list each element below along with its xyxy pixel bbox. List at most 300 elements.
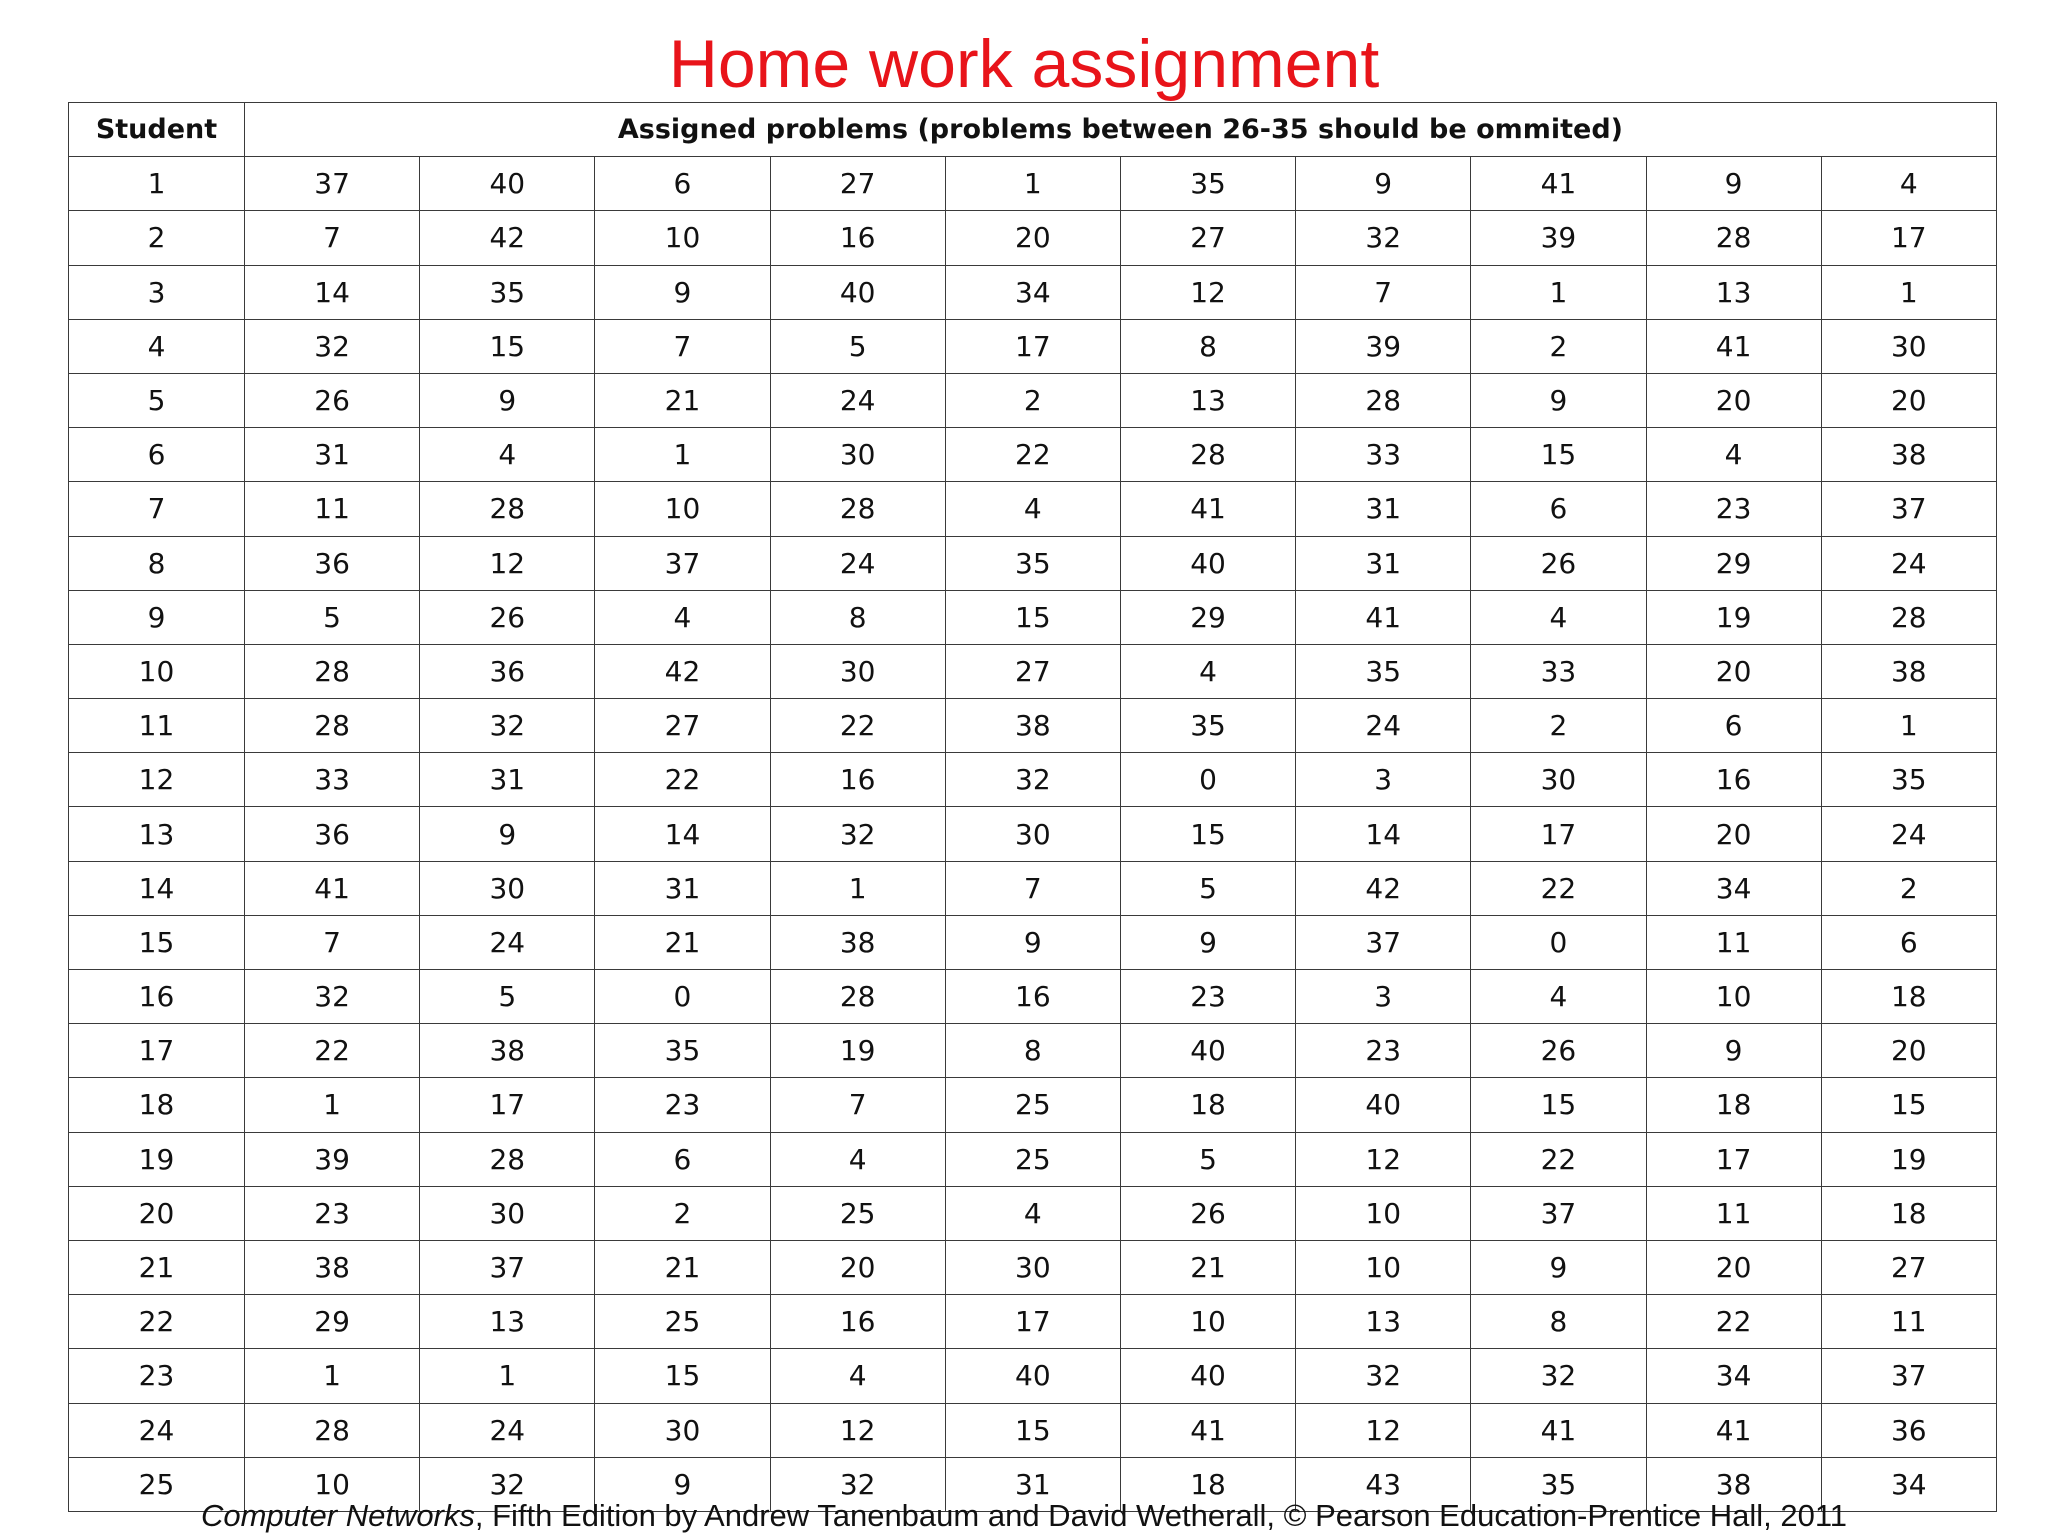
problem-number-cell: 8 — [770, 590, 945, 644]
problem-number-cell: 22 — [1471, 861, 1646, 915]
problem-number-cell: 27 — [945, 644, 1120, 698]
problem-number-cell: 7 — [245, 915, 420, 969]
problem-number-cell: 4 — [1646, 428, 1821, 482]
table-row — [69, 970, 1997, 1024]
problem-number-cell: 28 — [245, 1403, 420, 1457]
table-row — [69, 482, 1997, 536]
problem-number-cell: 14 — [245, 265, 420, 319]
problem-number-cell: 35 — [945, 536, 1120, 590]
problem-number-cell: 18 — [1120, 1457, 1295, 1511]
table-row — [69, 807, 1997, 861]
problem-number-cell: 29 — [1646, 536, 1821, 590]
problem-number-cell: 20 — [1646, 644, 1821, 698]
problem-number-cell: 12 — [420, 536, 595, 590]
problem-number-cell: 28 — [1821, 590, 1996, 644]
problem-number-cell: 10 — [1120, 1295, 1295, 1349]
problem-number-cell: 38 — [1821, 428, 1996, 482]
problem-number-cell: 17 — [945, 1295, 1120, 1349]
problem-number-cell: 20 — [1646, 373, 1821, 427]
problem-number-cell: 35 — [1120, 699, 1295, 753]
problem-number-cell: 26 — [245, 373, 420, 427]
problem-number-cell: 6 — [1821, 915, 1996, 969]
problem-number-cell: 22 — [945, 428, 1120, 482]
problem-number-cell: 33 — [1296, 428, 1471, 482]
problem-number-cell: 28 — [1120, 428, 1295, 482]
table-row — [69, 699, 1997, 753]
table-row — [69, 1295, 1997, 1349]
problem-number-cell: 36 — [245, 536, 420, 590]
problem-number-cell: 4 — [1120, 644, 1295, 698]
problem-number-cell: 40 — [1120, 1024, 1295, 1078]
problem-number-cell: 9 — [945, 915, 1120, 969]
problem-number-cell: 27 — [595, 699, 770, 753]
problem-number-cell: 32 — [770, 807, 945, 861]
assigned-problems-header: Assigned problems (problems between 26-35 should be ommited) — [245, 103, 1997, 157]
assignment-table — [68, 102, 1997, 1512]
problem-number-cell: 2 — [595, 1186, 770, 1240]
problem-number-cell: 30 — [1821, 319, 1996, 373]
student-number-cell: 6 — [69, 428, 245, 482]
problem-number-cell: 38 — [770, 915, 945, 969]
problem-number-cell: 17 — [420, 1078, 595, 1132]
student-number-cell: 9 — [69, 590, 245, 644]
problem-number-cell: 4 — [770, 1132, 945, 1186]
problem-number-cell: 10 — [1296, 1186, 1471, 1240]
problem-number-cell: 16 — [770, 753, 945, 807]
problem-number-cell: 15 — [1821, 1078, 1996, 1132]
problem-number-cell: 30 — [1471, 753, 1646, 807]
problem-number-cell: 29 — [1120, 590, 1295, 644]
student-number-cell: 15 — [69, 915, 245, 969]
table-row — [69, 1186, 1997, 1240]
problem-number-cell: 39 — [1296, 319, 1471, 373]
student-number-cell: 12 — [69, 753, 245, 807]
problem-number-cell: 28 — [245, 699, 420, 753]
table-row — [69, 1132, 1997, 1186]
student-number-cell: 11 — [69, 699, 245, 753]
problem-number-cell: 31 — [1296, 482, 1471, 536]
problem-number-cell: 1 — [1821, 699, 1996, 753]
problem-number-cell: 39 — [1471, 211, 1646, 265]
table-row — [69, 915, 1997, 969]
problem-number-cell: 39 — [245, 1132, 420, 1186]
problem-number-cell: 15 — [945, 1403, 1120, 1457]
problem-number-cell: 2 — [945, 373, 1120, 427]
student-number-cell: 14 — [69, 861, 245, 915]
problem-number-cell: 33 — [1471, 644, 1646, 698]
problem-number-cell: 42 — [1296, 861, 1471, 915]
table-row — [69, 428, 1997, 482]
problem-number-cell: 26 — [420, 590, 595, 644]
problem-number-cell: 27 — [1120, 211, 1295, 265]
student-number-cell: 19 — [69, 1132, 245, 1186]
problem-number-cell: 7 — [1296, 265, 1471, 319]
problem-number-cell: 18 — [1646, 1078, 1821, 1132]
student-number-cell: 2 — [69, 211, 245, 265]
problem-number-cell: 2 — [1471, 699, 1646, 753]
problem-number-cell: 25 — [945, 1132, 1120, 1186]
problem-number-cell: 35 — [1471, 1457, 1646, 1511]
problem-number-cell: 37 — [1821, 482, 1996, 536]
table-row — [69, 1349, 1997, 1403]
problem-number-cell: 22 — [595, 753, 770, 807]
problem-number-cell: 34 — [945, 265, 1120, 319]
problem-number-cell: 9 — [1646, 1024, 1821, 1078]
problem-number-cell: 40 — [1120, 1349, 1295, 1403]
citation-rest: , Fifth Edition by Andrew Tanenbaum and David Wetherall, © Pearson Education-Prentice Hall, 2011 — [474, 1498, 1848, 1533]
problem-number-cell: 30 — [770, 428, 945, 482]
problem-number-cell: 1 — [945, 157, 1120, 211]
problem-number-cell: 35 — [420, 265, 595, 319]
problem-number-cell: 31 — [945, 1457, 1120, 1511]
problem-number-cell: 13 — [1120, 373, 1295, 427]
table-row — [69, 1403, 1997, 1457]
problem-number-cell: 20 — [1646, 1240, 1821, 1294]
problem-number-cell: 9 — [1646, 157, 1821, 211]
problem-number-cell: 5 — [1120, 1132, 1295, 1186]
header-row — [69, 103, 1997, 157]
problem-number-cell: 28 — [770, 482, 945, 536]
student-number-cell: 18 — [69, 1078, 245, 1132]
problem-number-cell: 35 — [1120, 157, 1295, 211]
problem-number-cell: 28 — [420, 1132, 595, 1186]
problem-number-cell: 34 — [1646, 1349, 1821, 1403]
problem-number-cell: 1 — [1821, 265, 1996, 319]
problem-number-cell: 0 — [595, 970, 770, 1024]
problem-number-cell: 20 — [1821, 373, 1996, 427]
problem-number-cell: 35 — [595, 1024, 770, 1078]
problem-number-cell: 21 — [595, 1240, 770, 1294]
problem-number-cell: 2 — [1471, 319, 1646, 373]
problem-number-cell: 24 — [1821, 536, 1996, 590]
problem-number-cell: 7 — [595, 319, 770, 373]
problem-number-cell: 11 — [1821, 1295, 1996, 1349]
problem-number-cell: 11 — [245, 482, 420, 536]
problem-number-cell: 10 — [595, 211, 770, 265]
problem-number-cell: 40 — [1120, 536, 1295, 590]
problem-number-cell: 17 — [1646, 1132, 1821, 1186]
problem-number-cell: 37 — [245, 157, 420, 211]
student-number-cell: 16 — [69, 970, 245, 1024]
problem-number-cell: 0 — [1120, 753, 1295, 807]
table-row — [69, 373, 1997, 427]
problem-number-cell: 28 — [1646, 211, 1821, 265]
problem-number-cell: 32 — [1471, 1349, 1646, 1403]
table-row — [69, 265, 1997, 319]
problem-number-cell: 33 — [245, 753, 420, 807]
student-number-cell: 25 — [69, 1457, 245, 1511]
table-row — [69, 1240, 1997, 1294]
problem-number-cell: 13 — [1296, 1295, 1471, 1349]
problem-number-cell: 26 — [1120, 1186, 1295, 1240]
table-row — [69, 1078, 1997, 1132]
student-number-cell: 17 — [69, 1024, 245, 1078]
page-title: Home work assignment — [668, 26, 1380, 102]
problem-number-cell: 1 — [245, 1078, 420, 1132]
table-row — [69, 157, 1997, 211]
problem-number-cell: 22 — [1471, 1132, 1646, 1186]
table-row — [69, 211, 1997, 265]
problem-number-cell: 18 — [1120, 1078, 1295, 1132]
problem-number-cell: 10 — [1296, 1240, 1471, 1294]
problem-number-cell: 2 — [1821, 861, 1996, 915]
student-number-cell: 23 — [69, 1349, 245, 1403]
problem-number-cell: 11 — [1646, 1186, 1821, 1240]
table-row — [69, 1024, 1997, 1078]
problem-number-cell: 3 — [1296, 970, 1471, 1024]
problem-number-cell: 37 — [1296, 915, 1471, 969]
problem-number-cell: 26 — [1471, 1024, 1646, 1078]
problem-number-cell: 38 — [945, 699, 1120, 753]
problem-number-cell: 30 — [945, 1240, 1120, 1294]
problem-number-cell: 34 — [1646, 861, 1821, 915]
student-number-cell: 8 — [69, 536, 245, 590]
problem-number-cell: 15 — [1471, 1078, 1646, 1132]
problem-number-cell: 4 — [595, 590, 770, 644]
student-number-cell: 7 — [69, 482, 245, 536]
problem-number-cell: 9 — [1471, 1240, 1646, 1294]
problem-number-cell: 6 — [1471, 482, 1646, 536]
problem-number-cell: 23 — [1296, 1024, 1471, 1078]
problem-number-cell: 9 — [420, 807, 595, 861]
problem-number-cell: 10 — [1646, 970, 1821, 1024]
problem-number-cell: 1 — [1471, 265, 1646, 319]
problem-number-cell: 20 — [1821, 1024, 1996, 1078]
problem-number-cell: 19 — [1646, 590, 1821, 644]
problem-number-cell: 41 — [1120, 1403, 1295, 1457]
problem-number-cell: 37 — [1471, 1186, 1646, 1240]
problem-number-cell: 32 — [245, 319, 420, 373]
problem-number-cell: 37 — [1821, 1349, 1996, 1403]
problem-number-cell: 12 — [770, 1403, 945, 1457]
problem-number-cell: 6 — [595, 157, 770, 211]
problem-number-cell: 31 — [420, 753, 595, 807]
problem-number-cell: 24 — [420, 915, 595, 969]
problem-number-cell: 27 — [1821, 1240, 1996, 1294]
problem-number-cell: 15 — [420, 319, 595, 373]
problem-number-cell: 32 — [1296, 1349, 1471, 1403]
problem-number-cell: 14 — [595, 807, 770, 861]
problem-number-cell: 18 — [1821, 1186, 1996, 1240]
table-row — [69, 536, 1997, 590]
problem-number-cell: 4 — [1471, 590, 1646, 644]
table-body — [69, 157, 1997, 1512]
student-number-cell: 3 — [69, 265, 245, 319]
problem-number-cell: 23 — [245, 1186, 420, 1240]
student-number-cell: 13 — [69, 807, 245, 861]
problem-number-cell: 30 — [420, 1186, 595, 1240]
problem-number-cell: 24 — [1296, 699, 1471, 753]
problem-number-cell: 28 — [770, 970, 945, 1024]
problem-number-cell: 17 — [1821, 211, 1996, 265]
problem-number-cell: 8 — [1471, 1295, 1646, 1349]
student-number-cell: 10 — [69, 644, 245, 698]
problem-number-cell: 30 — [595, 1403, 770, 1457]
problem-number-cell: 4 — [1821, 157, 1996, 211]
problem-number-cell: 41 — [1471, 157, 1646, 211]
problem-number-cell: 20 — [770, 1240, 945, 1294]
book-title: Computer Networks — [200, 1498, 475, 1533]
problem-number-cell: 1 — [420, 1349, 595, 1403]
problem-number-cell: 4 — [770, 1349, 945, 1403]
problem-number-cell: 9 — [595, 265, 770, 319]
problem-number-cell: 24 — [770, 373, 945, 427]
problem-number-cell: 9 — [1296, 157, 1471, 211]
problem-number-cell: 8 — [1120, 319, 1295, 373]
table-row — [69, 644, 1997, 698]
problem-number-cell: 1 — [245, 1349, 420, 1403]
problem-number-cell: 17 — [945, 319, 1120, 373]
problem-number-cell: 10 — [595, 482, 770, 536]
table-row — [69, 590, 1997, 644]
problem-number-cell: 41 — [1120, 482, 1295, 536]
problem-number-cell: 24 — [1821, 807, 1996, 861]
problem-number-cell: 32 — [420, 1457, 595, 1511]
problem-number-cell: 6 — [1646, 699, 1821, 753]
problem-number-cell: 30 — [945, 807, 1120, 861]
problem-number-cell: 40 — [945, 1349, 1120, 1403]
problem-number-cell: 18 — [1821, 970, 1996, 1024]
problem-number-cell: 38 — [1646, 1457, 1821, 1511]
problem-number-cell: 1 — [595, 428, 770, 482]
problem-number-cell: 7 — [770, 1078, 945, 1132]
problem-number-cell: 22 — [1646, 1295, 1821, 1349]
problem-number-cell: 21 — [1120, 1240, 1295, 1294]
problem-number-cell: 15 — [595, 1349, 770, 1403]
problem-number-cell: 40 — [770, 265, 945, 319]
problem-number-cell: 15 — [1120, 807, 1295, 861]
problem-number-cell: 12 — [1296, 1403, 1471, 1457]
problem-number-cell: 36 — [1821, 1403, 1996, 1457]
problem-number-cell: 32 — [1296, 211, 1471, 265]
problem-number-cell: 38 — [1821, 644, 1996, 698]
problem-number-cell: 40 — [420, 157, 595, 211]
problem-number-cell: 37 — [420, 1240, 595, 1294]
table-row — [69, 753, 1997, 807]
problem-number-cell: 4 — [945, 1186, 1120, 1240]
problem-number-cell: 11 — [1646, 915, 1821, 969]
problem-number-cell: 28 — [1296, 373, 1471, 427]
problem-number-cell: 4 — [420, 428, 595, 482]
problem-number-cell: 5 — [1120, 861, 1295, 915]
student-number-cell: 20 — [69, 1186, 245, 1240]
problem-number-cell: 35 — [1821, 753, 1996, 807]
problem-number-cell: 7 — [945, 861, 1120, 915]
problem-number-cell: 20 — [945, 211, 1120, 265]
problem-number-cell: 16 — [770, 211, 945, 265]
problem-number-cell: 32 — [945, 753, 1120, 807]
problem-number-cell: 5 — [245, 590, 420, 644]
problem-number-cell: 27 — [770, 157, 945, 211]
problem-number-cell: 5 — [770, 319, 945, 373]
problem-number-cell: 7 — [245, 211, 420, 265]
problem-number-cell: 16 — [1646, 753, 1821, 807]
problem-number-cell: 41 — [1646, 319, 1821, 373]
problem-number-cell: 16 — [945, 970, 1120, 1024]
problem-number-cell: 30 — [420, 861, 595, 915]
source-citation — [0, 1496, 2048, 1536]
problem-number-cell: 25 — [595, 1295, 770, 1349]
problem-number-cell: 41 — [1296, 590, 1471, 644]
problem-number-cell: 25 — [770, 1186, 945, 1240]
student-number-cell: 22 — [69, 1295, 245, 1349]
problem-number-cell: 30 — [770, 644, 945, 698]
problem-number-cell: 41 — [1646, 1403, 1821, 1457]
student-number-cell: 4 — [69, 319, 245, 373]
problem-number-cell: 21 — [595, 915, 770, 969]
problem-number-cell: 31 — [245, 428, 420, 482]
problem-number-cell: 21 — [595, 373, 770, 427]
problem-number-cell: 3 — [1296, 753, 1471, 807]
problem-number-cell: 17 — [1471, 807, 1646, 861]
problem-number-cell: 9 — [595, 1457, 770, 1511]
problem-number-cell: 15 — [1471, 428, 1646, 482]
problem-number-cell: 9 — [420, 373, 595, 427]
problem-number-cell: 23 — [1120, 970, 1295, 1024]
problem-number-cell: 5 — [420, 970, 595, 1024]
problem-number-cell: 16 — [770, 1295, 945, 1349]
table-row — [69, 861, 1997, 915]
problem-number-cell: 1 — [770, 861, 945, 915]
problem-number-cell: 29 — [245, 1295, 420, 1349]
problem-number-cell: 42 — [595, 644, 770, 698]
problem-number-cell: 9 — [1471, 373, 1646, 427]
problem-number-cell: 36 — [245, 807, 420, 861]
problem-number-cell: 35 — [1296, 644, 1471, 698]
problem-number-cell: 15 — [945, 590, 1120, 644]
problem-number-cell: 13 — [420, 1295, 595, 1349]
problem-number-cell: 8 — [945, 1024, 1120, 1078]
problem-number-cell: 28 — [245, 644, 420, 698]
problem-number-cell: 42 — [420, 211, 595, 265]
problem-number-cell: 13 — [1646, 265, 1821, 319]
problem-number-cell: 6 — [595, 1132, 770, 1186]
problem-number-cell: 23 — [1646, 482, 1821, 536]
problem-number-cell: 26 — [1471, 536, 1646, 590]
problem-number-cell: 20 — [1646, 807, 1821, 861]
problem-number-cell: 41 — [1471, 1403, 1646, 1457]
problem-number-cell: 12 — [1296, 1132, 1471, 1186]
problem-number-cell: 32 — [245, 970, 420, 1024]
problem-number-cell: 19 — [1821, 1132, 1996, 1186]
problem-number-cell: 4 — [1471, 970, 1646, 1024]
problem-number-cell: 34 — [1821, 1457, 1996, 1511]
problem-number-cell: 40 — [1296, 1078, 1471, 1132]
problem-number-cell: 31 — [595, 861, 770, 915]
student-column-header: Student — [69, 103, 245, 157]
problem-number-cell: 19 — [770, 1024, 945, 1078]
problem-number-cell: 38 — [245, 1240, 420, 1294]
problem-number-cell: 0 — [1471, 915, 1646, 969]
problem-number-cell: 4 — [945, 482, 1120, 536]
problem-number-cell: 9 — [1120, 915, 1295, 969]
problem-number-cell: 24 — [770, 536, 945, 590]
problem-number-cell: 10 — [245, 1457, 420, 1511]
problem-number-cell: 32 — [770, 1457, 945, 1511]
table-row — [69, 319, 1997, 373]
problem-number-cell: 22 — [770, 699, 945, 753]
problem-number-cell: 37 — [595, 536, 770, 590]
problem-number-cell: 28 — [420, 482, 595, 536]
problem-number-cell: 24 — [420, 1403, 595, 1457]
problem-number-cell: 12 — [1120, 265, 1295, 319]
problem-number-cell: 38 — [420, 1024, 595, 1078]
student-number-cell: 5 — [69, 373, 245, 427]
problem-number-cell: 31 — [1296, 536, 1471, 590]
problem-number-cell: 41 — [245, 861, 420, 915]
problem-number-cell: 25 — [945, 1078, 1120, 1132]
problem-number-cell: 36 — [420, 644, 595, 698]
